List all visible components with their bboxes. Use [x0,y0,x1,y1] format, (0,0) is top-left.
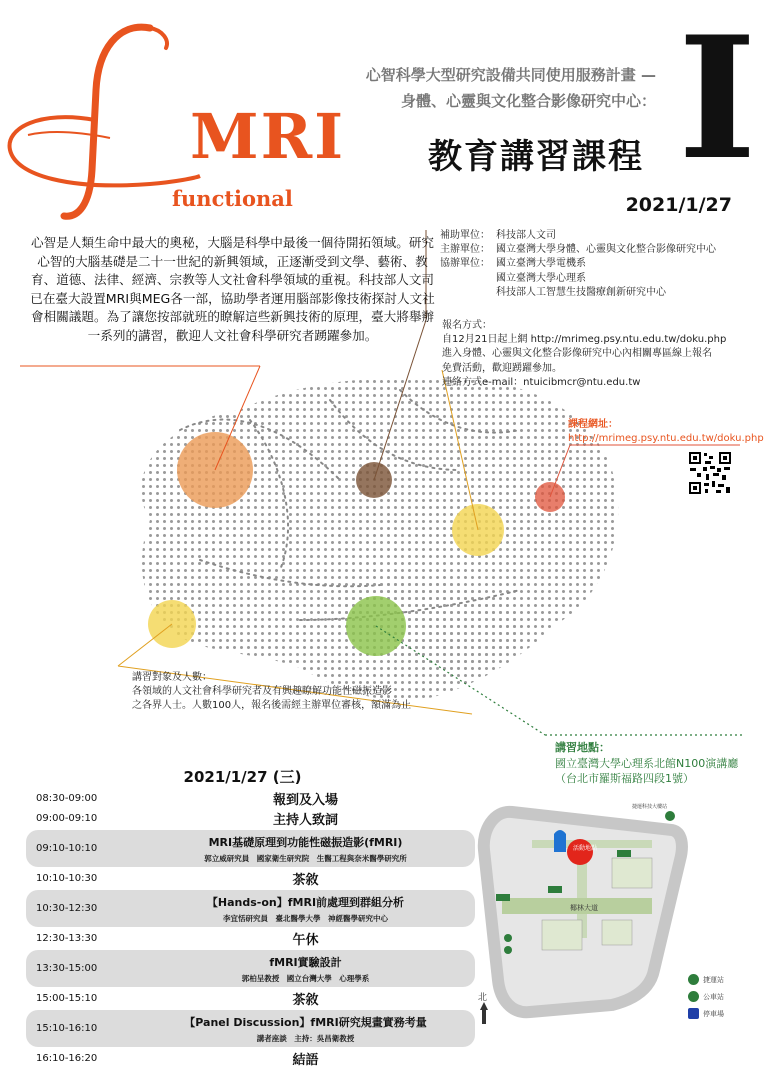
schedule-title: 茶敘 [292,873,319,888]
co-organizer-label: 協辦單位： [440,258,490,270]
sponsor-value: 科技部人文司 [496,230,556,241]
course-url-block [568,418,764,446]
schedule-time: 15:10-16:10 [36,1023,98,1034]
schedule-row [26,790,475,807]
campus-map [478,800,687,1035]
map-station-label: 捷運科技大樓站 [632,804,668,810]
intro-paragraph: 心智是人類生命中最大的奧秘，大腦是科學中最後一個待開拓領域。研究心智的大腦基礎是二十一世紀的新興領域，正逐漸受到文學、藝術、教育、道德、法律、經濟、宗教等人文社會科學領域的重視。科技部人文司已在臺大設置MRI與MEG各一部，協助學者運用腦部影像技術探討人文社會相關議題。為了讓您按部就班的瞭解這些新興技術的原理，臺大將舉辦一系列的講習，歡迎人文社會科學研究者踴躍參加。 [30,235,435,343]
schedule-table [26,790,475,1070]
schedule-time: 09:10-10:10 [36,843,98,854]
mrt-station-icon [665,811,675,821]
schedule-title: 結語 [292,1053,319,1068]
audience-line1: 各領域的人文社會科學研究者及有興趣瞭解功能性磁振造影 [132,686,392,698]
co-organizer-2: 國立臺灣大學心理系 [496,272,586,284]
schedule-row [26,810,475,827]
venue-line1: 國立臺灣大學心理系北館N100演講廳 [555,756,739,770]
schedule-row [26,1010,475,1047]
schedule-row [26,990,475,1007]
schedule-title: fMRI實驗設計 [269,955,342,969]
registration-line1[interactable]: 自12月21日起上網 http://mrimeg.psy.ntu.edu.tw/doku.php [442,334,727,346]
venue-line2: （台北市羅斯福路四段1號） [555,772,694,786]
contact-email[interactable]: 連絡方式e-mail：ntuicibmcr@ntu.edu.tw [442,376,641,388]
schedule-time: 12:30-13:30 [36,933,98,944]
map-legend [688,974,724,1025]
host-label: 主辦單位： [440,244,490,256]
header-subtitle-line1: 心智科學大型研究設備共同使用服務計畫 — [365,66,656,84]
schedule-date-heading: 2021/1/27 (三) [183,768,302,786]
schedule-time: 09:00-09:10 [36,813,98,824]
series-numeral: I [678,0,757,197]
north-label: 北 [478,993,488,1003]
schedule-title: 主持人致詞 [272,813,338,828]
schedule-time: 10:30-12:30 [36,903,98,914]
logo-mri: MRI [190,100,346,173]
schedule-speaker: 郭柏呈教授 國立台灣大學 心理學系 [241,973,370,983]
schedule-speaker: 郭立威研究員 國家衛生研究院 生醫工程與奈米醫學研究所 [204,853,407,863]
schedule-row [26,950,475,987]
legend-bus: 公車站 [703,992,724,1001]
bus-icon [688,991,699,1002]
schedule-row [26,1050,475,1067]
co-organizer-3: 科技部人工智慧生技醫療創新研究中心 [496,286,666,298]
schedule-speaker: 講者座談 主持：吳昌衛教授 [256,1033,355,1043]
schedule-time: 16:10-16:20 [36,1053,98,1064]
schedule-row [26,830,475,867]
map-venue-label: 活動地點 [573,845,598,852]
legend-mrt: 捷運站 [703,975,724,984]
schedule-row [26,890,475,927]
schedule-time: 15:00-15:10 [36,993,98,1004]
schedule-time: 10:10-10:30 [36,873,98,884]
audience-line2: 之各界人士。人數100人，報名後需經主辦單位審核，額滿為止 [132,700,412,712]
venue-marker [567,839,593,865]
sponsor-label: 補助單位： [440,230,490,241]
host-value: 國立臺灣大學身體、心靈與文化整合影像研究中心 [496,244,716,256]
registration-label: 報名方式： [442,320,492,331]
audience-info [132,671,472,714]
schedule-speaker: 李宜恬研究員 臺北醫學大學 神經醫學研究中心 [223,913,388,923]
north-arrow-icon [480,1002,488,1010]
logo-functional: functional [172,186,293,211]
schedule-title: 報到及入場 [272,793,338,808]
registration-line3: 免費活動，歡迎踴躍參加。 [442,362,562,374]
qr-code-icon[interactable] [688,451,732,495]
schedule-title: 茶敘 [292,993,319,1008]
parking-icon [688,1008,699,1019]
schedule-row [26,870,475,887]
co-organizer-1: 國立臺灣大學電機系 [496,258,586,270]
course-title: 教育講習課程 [428,137,644,177]
legend-parking: 停車場 [703,1009,724,1018]
event-date: 2021/1/27 [625,194,732,216]
organizer-units [440,229,740,300]
registration-line2: 進入身體、心靈與文化整合影像研究中心內相關專區線上報名 [442,348,712,360]
schedule-title: 【Panel Discussion】fMRI研究規畫實務考量 [184,1015,427,1029]
schedule-title: 午休 [292,933,319,948]
registration-info [442,319,742,390]
audience-label: 講習對象及人數： [132,672,212,683]
course-url-link[interactable]: http://mrimeg.psy.ntu.edu.tw/doku.php [568,433,764,444]
schedule-title: 【Hands-on】fMRI前處理到群組分析 [206,895,405,909]
schedule-title: MRI基礎原理到功能性磁振造影(fMRI) [208,835,403,849]
schedule-time: 13:30-15:00 [36,963,98,974]
course-url-label: 課程網址： [568,419,618,430]
venue-label: 講習地點： [555,741,610,754]
map-main-road: 椰林大道 [570,904,598,912]
header-subtitle-line2: 身體、心靈與文化整合影像研究中心： [400,92,656,110]
schedule-time: 08:30-09:00 [36,793,98,804]
mrt-icon [688,974,699,985]
venue-info [555,740,745,787]
schedule-row [26,930,475,947]
